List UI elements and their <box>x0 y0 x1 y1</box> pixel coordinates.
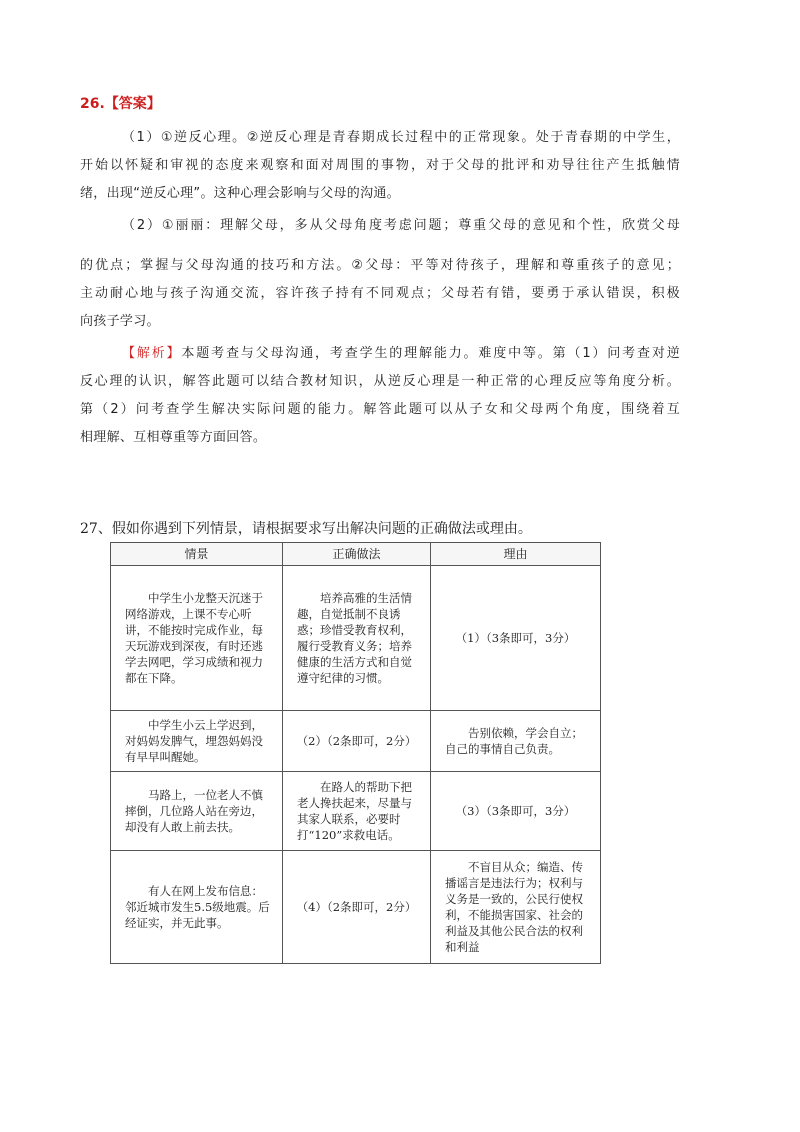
cell-scene: 马路上，一位老人不慎摔倒，几位路人站在旁边，却没有人敢上前去扶。 <box>111 772 283 851</box>
answer-heading: 26.【答案】 <box>80 96 161 112</box>
cell-method: （2）（2条即可，2分） <box>283 711 431 772</box>
table-row <box>111 851 601 964</box>
analysis-line: 第（2）问考查学生解决实际问题的能力。解答此题可以从子女和父母两个角度，围绕着互 <box>80 402 680 417</box>
analysis <box>80 340 680 452</box>
cell-method: 培养高雅的生活情趣，自觉抵制不良诱惑；珍惜受教育权利，履行受教育义务；培养健康的生活方式和自觉遵守纪律的习惯。 <box>283 566 431 711</box>
cell-scene: 有人在网上发布信息：邻近城市发生5.5级地震。后经证实，并无此事。 <box>111 851 283 964</box>
answer-part-2 <box>80 212 680 336</box>
question-26-answer <box>80 92 680 456</box>
answer-line: 的优点；掌握与父母沟通的技巧和方法。②父母：平等对待孩子，理解和尊重孩子的意见； <box>80 258 680 273</box>
question-27-title: 27、假如你遇到下列情景，请根据要求写出解决问题的正确做法或理由。 <box>80 521 532 537</box>
header-method: 正确做法 <box>283 543 431 566</box>
analysis-line: 相理解、互相尊重等方面回答。 <box>80 430 267 445</box>
cell-reason: （1）（3条即可，3分） <box>431 566 601 711</box>
analysis-line: 反心理的认识，解答此题可以结合教材知识，从逆反心理是一种正常的心理反应等角度分析。 <box>80 374 680 389</box>
table-row <box>111 711 601 772</box>
table-header-row <box>111 543 601 566</box>
cell-method: （4）（2条即可，2分） <box>283 851 431 964</box>
table-row <box>111 772 601 851</box>
answer-line: 向孩子学习。 <box>80 314 160 329</box>
table-row <box>111 566 601 711</box>
answer-line: （2）①丽丽：理解父母，多从父母角度考虑问题；尊重父母的意见和个性，欣赏父母 <box>122 218 680 233</box>
question-27 <box>80 518 700 540</box>
scenario-table <box>110 542 601 964</box>
cell-scene: 中学生小龙整天沉迷于网络游戏，上课不专心听讲，不能按时完成作业，每天玩游戏到深夜，有时还逃学去网吧，学习成绩和视力都在下降。 <box>111 566 283 711</box>
cell-reason: （3）（3条即可，3分） <box>431 772 601 851</box>
answer-part-1 <box>80 124 680 208</box>
cell-reason: 告别依赖，学会自立；自己的事情自己负责。 <box>431 711 601 772</box>
analysis-first-line <box>80 340 680 368</box>
analysis-label: 【解析】 <box>122 346 182 361</box>
answer-line: 主动耐心地与孩子沟通交流，容许孩子持有不同观点；父母若有错，要勇于承认错误，积极 <box>80 286 680 301</box>
header-reason: 理由 <box>431 543 601 566</box>
answer-line: 绪，出现“逆反心理”。这种心理会影响与父母的沟通。 <box>80 186 400 201</box>
header-scene: 情景 <box>111 543 283 566</box>
answer-line: （1）①逆反心理。②逆反心理是青春期成长过程中的正常现象。处于青春期的中学生， <box>122 130 680 145</box>
cell-reason: 不盲目从众；编造、传播谣言是违法行为；权利与义务是一致的，公民行使权利，不能损害国家、社会的利益及其他公民合法的权利和利益 <box>431 851 601 964</box>
analysis-text: 本题考查与父母沟通，考查学生的理解能力。难度中等。第（1）问考查对逆 <box>181 346 680 361</box>
cell-scene: 中学生小云上学迟到，对妈妈发脾气，埋怨妈妈没有早早叫醒她。 <box>111 711 283 772</box>
answer-line: 开始以怀疑和审视的态度来观察和面对周围的事物，对于父母的批评和劝导往往产生抵触情 <box>80 158 680 173</box>
cell-method: 在路人的帮助下把老人搀扶起来，尽量与其家人联系，必要时打“120”求救电话。 <box>283 772 431 851</box>
